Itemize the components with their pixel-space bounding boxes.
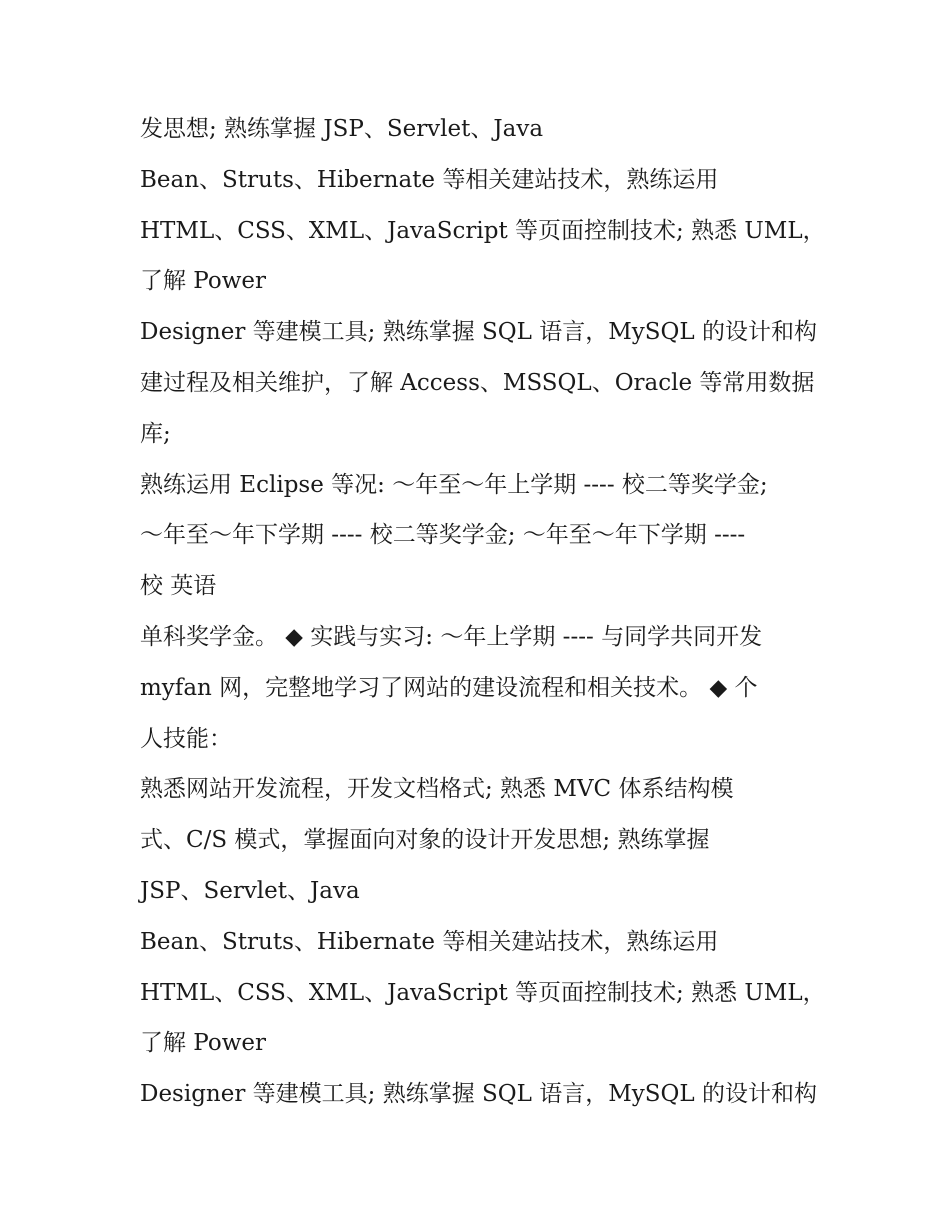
text-line: Designer 等建模工具; 熟练掌握 SQL 语言，MySQL 的设计和构 (140, 1081, 817, 1108)
text-line: 单科奖学金。 ◆ 实践与实习: ～年上学期 ---- 与同学共同开发 (140, 623, 763, 650)
text-line: 熟练运用 Eclipse 等况: ～年至～年上学期 ---- 校二等奖学金; (140, 471, 768, 498)
text-line: HTML、CSS、XML、JavaScript 等页面控制技术; 熟悉 UML， (140, 217, 826, 244)
text-line: 库; (140, 420, 171, 447)
text-line: 人技能： (140, 725, 232, 752)
text-line: ～年至～年下学期 ---- 校二等奖学金; ～年至～年下学期 ---- (140, 522, 746, 549)
text-line: 了解 Power (140, 1030, 266, 1057)
text-line: JSP、Servlet、Java (140, 877, 360, 904)
document-body (140, 104, 840, 1120)
text-line: 了解 Power (140, 268, 266, 295)
text-line: myfan 网，完整地学习了网站的建设流程和相关技术。 ◆ 个 (140, 674, 758, 701)
text-line: 式、C/S 模式，掌握面向对象的设计开发思想; 熟练掌握 (140, 827, 710, 854)
text-line: 校 英语 (140, 573, 217, 600)
text-line: Bean、Struts、Hibernate 等相关建站技术，熟练运用 (140, 928, 719, 955)
text-line: Designer 等建模工具; 熟练掌握 SQL 语言，MySQL 的设计和构 (140, 319, 817, 346)
text-line: 建过程及相关维护，了解 Access、MSSQL、Oracle 等常用数据 (140, 369, 815, 396)
text-line: HTML、CSS、XML、JavaScript 等页面控制技术; 熟悉 UML， (140, 979, 826, 1006)
text-line: 熟悉网站开发流程，开发文档格式; 熟悉 MVC 体系结构模 (140, 776, 734, 803)
text-line: Bean、Struts、Hibernate 等相关建站技术，熟练运用 (140, 166, 719, 193)
text-line: 发思想; 熟练掌握 JSP、Servlet、Java (140, 116, 544, 142)
